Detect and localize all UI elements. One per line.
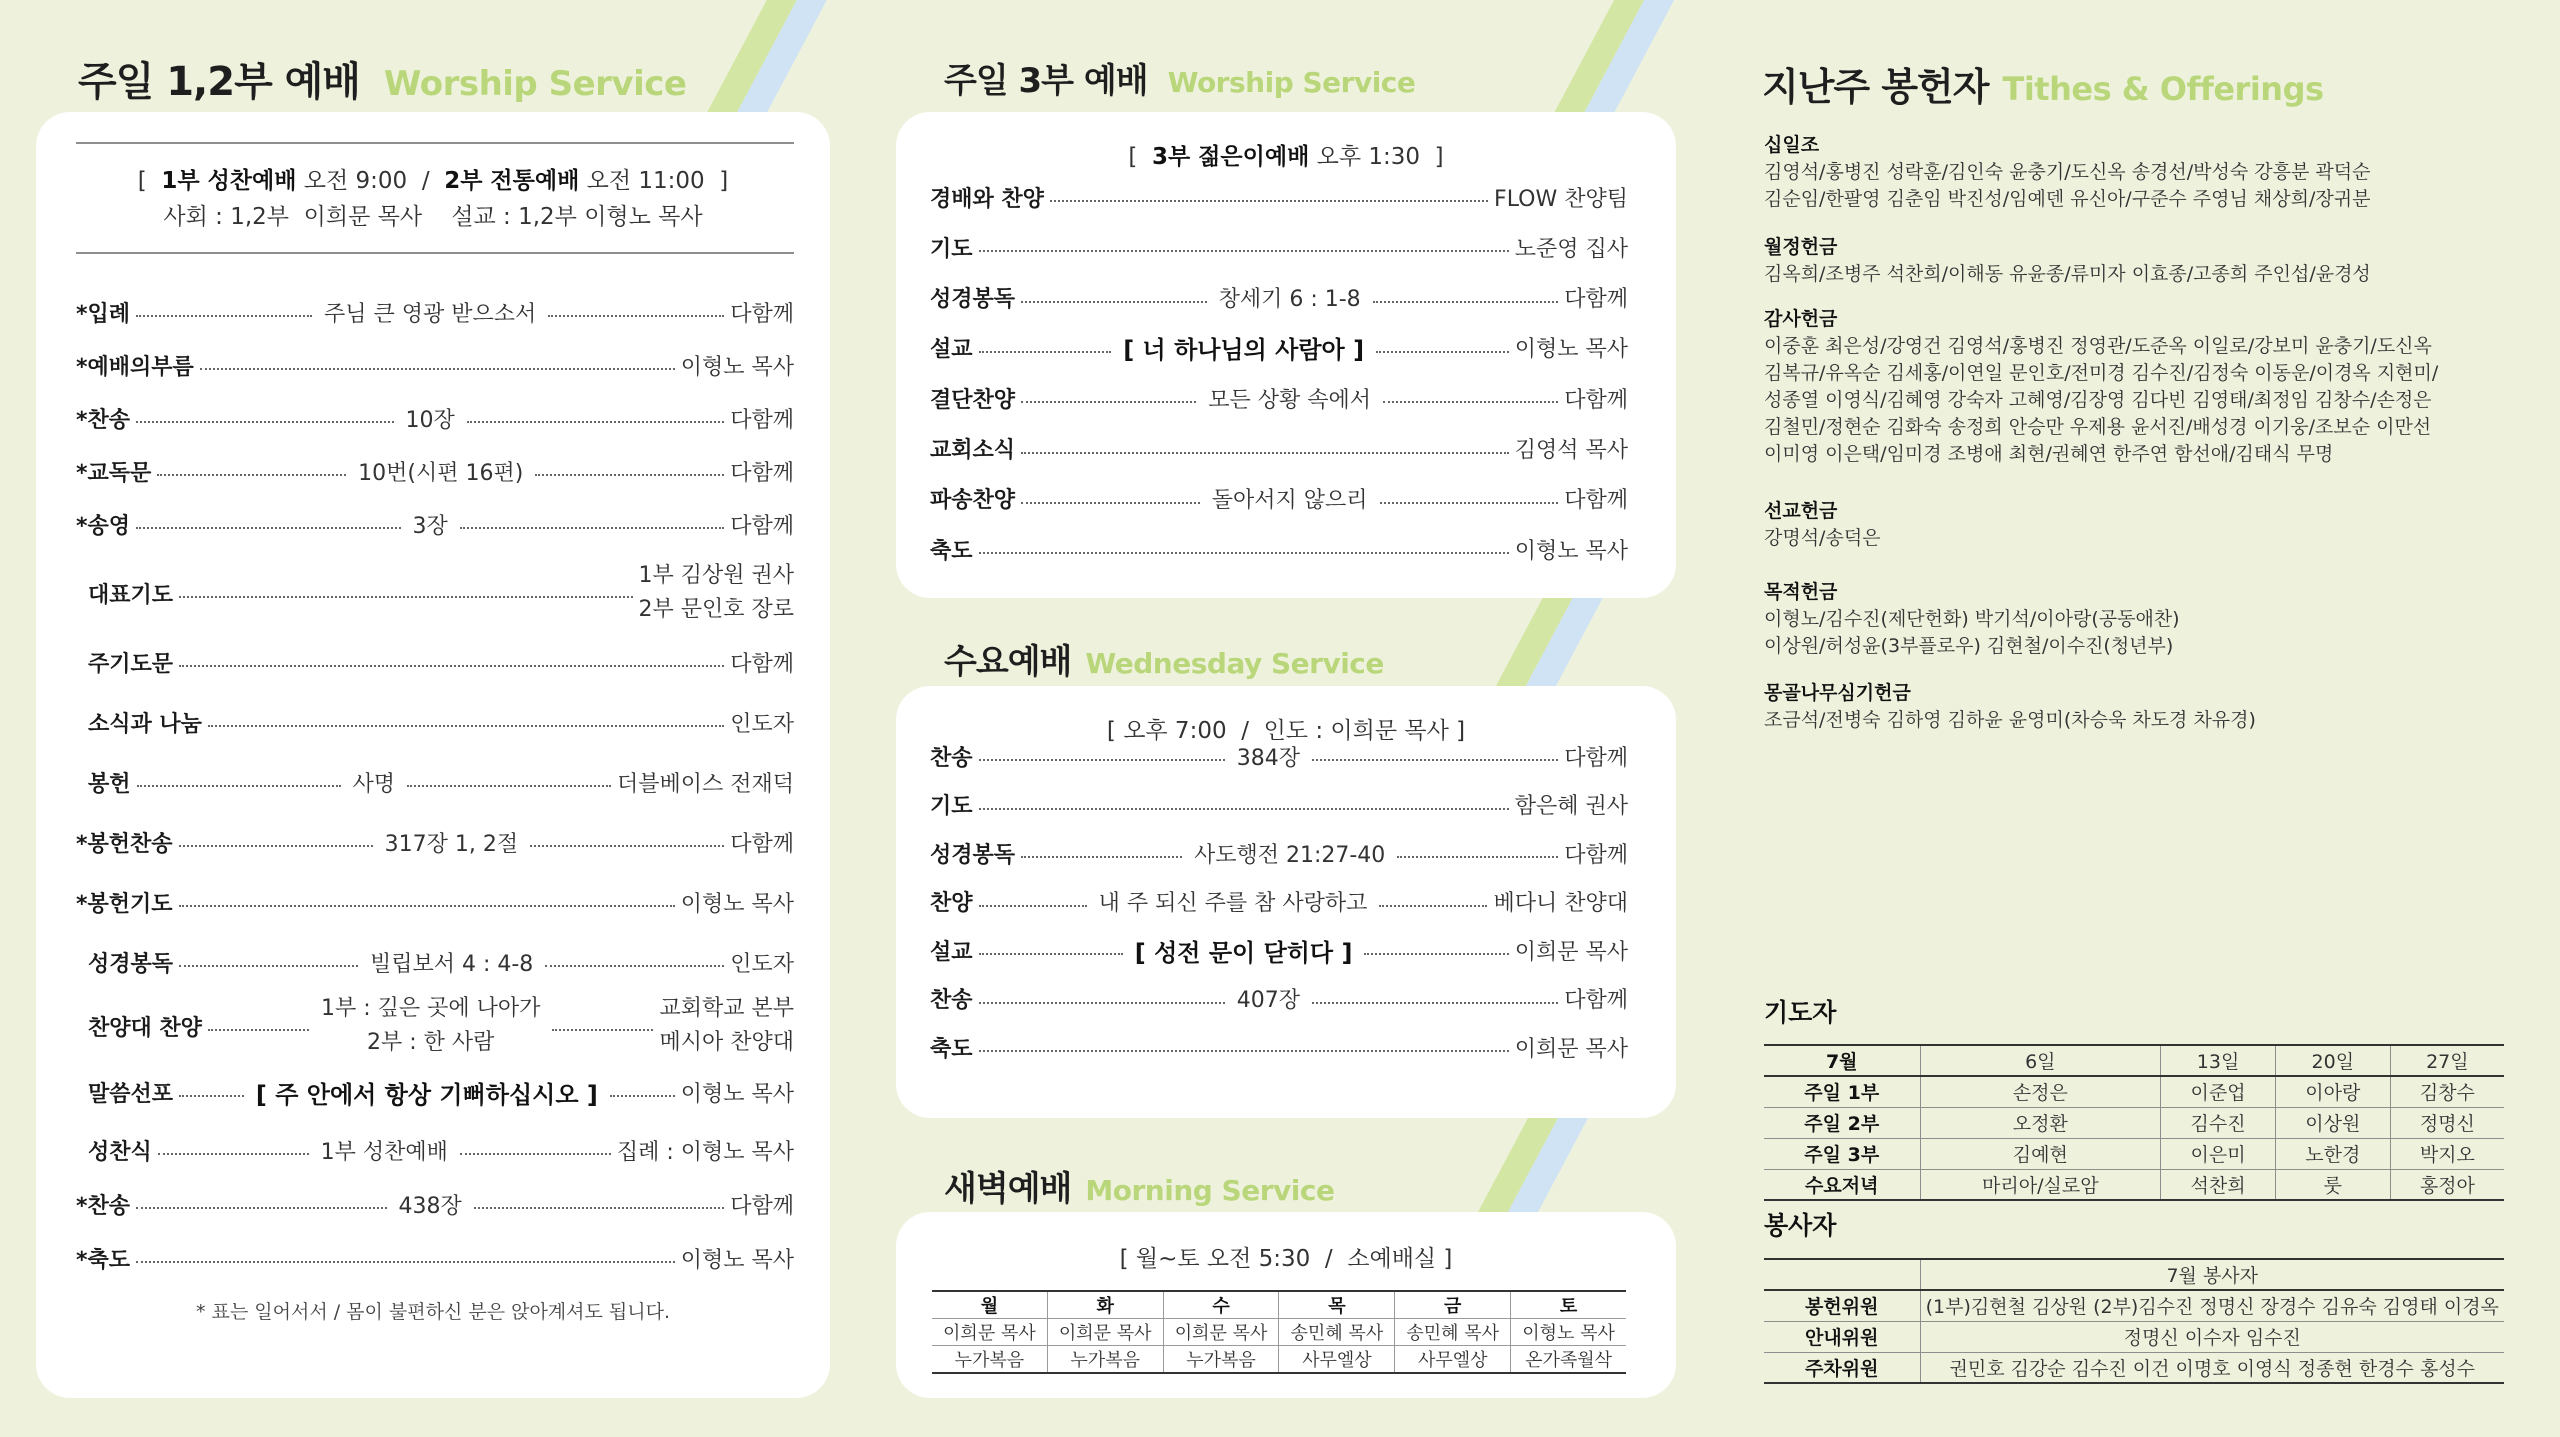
leader-dots <box>610 1095 675 1097</box>
servants-row <box>1764 1352 2504 1383</box>
order-item-leader: 함은혜 권사 <box>1514 794 1628 819</box>
order-item-label: 찬양 <box>930 891 973 916</box>
leader-dots <box>1380 502 1559 504</box>
offering-group-heading: 몽골나무심기헌금 <box>1764 682 1911 704</box>
leader-dots <box>179 596 632 598</box>
morning-text-cell: 누가복음 <box>1047 1346 1163 1374</box>
order-item-label: 대표기도 <box>88 582 174 608</box>
order-item-leader: 인도자 <box>730 711 794 737</box>
worship12-title-en: Worship Service <box>383 64 687 104</box>
order-item <box>896 979 1676 1019</box>
morning-header: [ 월~토 오전 5:30 / 소예배실 ] <box>1119 1246 1453 1272</box>
order-item-detail: 10번(시편 16편) <box>358 460 524 486</box>
leader-dots <box>179 905 675 907</box>
offering-group <box>1764 232 2504 288</box>
worship12-header-line1: [ 1부 성찬예배 오전 9:00 / 2부 전통예배 오전 11:00 ] <box>137 168 729 194</box>
prayer-row <box>1764 1138 2504 1169</box>
order-item-leader <box>639 559 795 627</box>
morning-day-cell: 금 <box>1395 1291 1511 1319</box>
leader-dots <box>467 421 724 423</box>
servants-col-title: 7월 봉사자 <box>1920 1259 2504 1290</box>
order-item-leader: 다함께 <box>1564 745 1628 771</box>
leader-dots <box>979 250 1509 252</box>
order-item-label: 주기도문 <box>88 651 174 677</box>
morning-day-cell: 토 <box>1511 1291 1626 1319</box>
leader-dots <box>1373 301 1559 303</box>
prayer-cell: 룻 <box>2275 1169 2390 1200</box>
offering-group <box>1764 304 2504 468</box>
order-item <box>36 451 830 491</box>
order-item-leader: 다함께 <box>1564 387 1629 413</box>
order-item-leader: 다함께 <box>730 831 795 857</box>
offering-group <box>1764 130 2504 213</box>
leader-dots <box>979 953 1123 955</box>
prayer-date-cell: 13일 <box>2161 1045 2276 1076</box>
order-item-leader: 김영석 목사 <box>1514 438 1628 463</box>
leader-dots <box>548 315 724 317</box>
servants-row <box>1764 1321 2504 1352</box>
leader-dots <box>157 474 346 476</box>
order-item <box>896 785 1676 825</box>
order-item-leader: 베다니 찬양대 <box>1493 891 1628 916</box>
order-item <box>896 278 1676 318</box>
prayer-heading: 기도자 <box>1764 998 1837 1027</box>
order-item-detail: 사명 <box>352 771 396 797</box>
prayer-cell: 김창수 <box>2390 1076 2504 1107</box>
order-item-label: 축도 <box>930 1036 973 1062</box>
order-item-label: 교회소식 <box>930 438 1016 463</box>
morning-leader-cell: 송민혜 목사 <box>1279 1319 1395 1346</box>
order-item-leader: 이형노 목사 <box>1514 538 1628 564</box>
offering-group-names: 성종열 이영식/김혜영 강숙자 고혜영/김장영 김다빈 김영태/최정임 김창수/손정은 <box>1764 389 2432 411</box>
prayer-row <box>1764 1169 2504 1200</box>
order-item-detail: [ 주 안에서 항상 기뻐하십시오 ] <box>255 1080 598 1109</box>
order-item-detail: 438장 <box>398 1193 462 1219</box>
leader-dots <box>1383 401 1558 403</box>
divider <box>76 142 794 144</box>
order-item <box>36 992 830 1060</box>
morning-leader-cell: 이희문 목사 <box>932 1319 1047 1346</box>
order-item-label: 성경봉독 <box>930 287 1016 313</box>
servants-heading: 봉사자 <box>1764 1211 1837 1240</box>
leader-dots <box>407 785 611 787</box>
prayer-cell: 노한경 <box>2275 1138 2390 1169</box>
offerings-title <box>1762 56 2324 111</box>
morning-days-row <box>932 1291 1626 1319</box>
order-item <box>896 328 1676 368</box>
leader-dots <box>979 1050 1509 1052</box>
order-item-leader-line2: 메시아 찬양대 <box>659 1030 794 1055</box>
servants-row-label: 봉헌위원 <box>1764 1290 1920 1321</box>
offering-group <box>1764 678 2504 734</box>
morning-day-cell: 월 <box>932 1291 1047 1319</box>
prayer-month-cell: 7월 <box>1764 1045 1920 1076</box>
order-item-leader: 이형노 목사 <box>680 354 794 380</box>
order-item-leader-line2: 2부 문인호 장로 <box>638 597 794 622</box>
prayer-cell: 김수진 <box>2161 1107 2276 1138</box>
order-item-detail: 모든 상황 속에서 <box>1208 387 1372 413</box>
morning-text-cell: 누가복음 <box>1163 1346 1279 1374</box>
prayer-header-row <box>1764 1045 2504 1076</box>
order-item-label: *봉헌기도 <box>76 891 173 917</box>
leader-dots <box>979 552 1509 554</box>
offering-group-heading: 월정헌금 <box>1764 236 1838 258</box>
wednesday-title-ko: 수요예배 <box>944 642 1072 682</box>
offerings-title-en: Tithes & Offerings <box>2002 70 2324 108</box>
leader-dots <box>979 351 1112 353</box>
order-item-leader: 다함께 <box>1564 842 1628 868</box>
prayer-cell: 이상원 <box>2275 1107 2390 1138</box>
prayer-date-cell: 20일 <box>2275 1045 2390 1076</box>
offering-group-heading: 감사헌금 <box>1764 308 1838 330</box>
order-item-leader: 이희문 목사 <box>1514 939 1628 965</box>
order-item <box>36 882 830 922</box>
leader-dots <box>179 665 724 667</box>
order-item-detail: 창세기 6 : 1-8 <box>1218 287 1361 313</box>
morning-leader-cell: 이희문 목사 <box>1047 1319 1163 1346</box>
order-item-label: *예배의부름 <box>76 354 194 380</box>
leader-dots <box>530 845 724 847</box>
worship3-title-ko: 주일 3부 예배 <box>944 61 1148 101</box>
offering-group-names: 김철민/정현순 김화숙 송정희 안승만 우제용 윤서진/배성경 이기웅/조보순 이만선 <box>1764 416 2432 438</box>
order-item <box>36 1238 830 1278</box>
order-item <box>896 227 1676 267</box>
order-item-detail <box>315 992 546 1060</box>
order-item-label: 소식과 나눔 <box>88 711 202 737</box>
morning-title-ko: 새벽예배 <box>944 1169 1072 1209</box>
wednesday-title <box>944 634 1384 683</box>
order-item <box>36 345 830 385</box>
leader-dots <box>179 965 358 967</box>
leader-dots <box>474 1207 724 1209</box>
order-item <box>36 702 830 742</box>
worship3-title <box>944 53 1415 102</box>
leader-dots <box>535 474 724 476</box>
offering-group-heading: 선교헌금 <box>1764 500 1838 522</box>
servants-row-label: 주차위원 <box>1764 1352 1920 1383</box>
prayer-row-label: 주일 2부 <box>1764 1107 1920 1138</box>
order-item-leader-line1: 1부 김상원 권사 <box>638 563 794 588</box>
order-item <box>896 429 1676 469</box>
leader-dots <box>1379 905 1487 907</box>
order-item-label: 파송찬양 <box>930 488 1016 514</box>
leader-dots <box>552 1029 653 1031</box>
leader-dots <box>979 759 1225 761</box>
order-item-label: 설교 <box>930 939 973 965</box>
worship12-card <box>36 112 830 1398</box>
offering-group-names: 이상원/허성윤(3부플로우) 김현철/이수진(청년부) <box>1764 635 2174 657</box>
order-item-leader: 다함께 <box>1564 988 1628 1013</box>
servants-row-value: 권민호 김강순 김수진 이건 이명호 이영식 정종현 한경수 홍성수 <box>1920 1352 2504 1383</box>
offering-group-names: 김영석/홍병진 성락훈/김인숙 윤충기/도신옥 송경선/박성숙 강흥분 곽덕순 <box>1764 161 2371 183</box>
offering-group-names: 김복규/유옥순 김세홍/이연일 문인호/전미경 김수진/김정숙 이동운/이경옥 지현미/ <box>1764 362 2439 384</box>
order-item <box>896 177 1676 217</box>
prayer-cell: 이은미 <box>2161 1138 2276 1169</box>
leader-dots <box>136 315 312 317</box>
order-item-label: 기도 <box>930 236 973 262</box>
prayer-cell: 김예현 <box>1920 1138 2161 1169</box>
order-item <box>896 378 1676 418</box>
servants-header-row <box>1764 1259 2504 1290</box>
order-item <box>896 833 1676 873</box>
servants-row-value: (1부)김현철 김상원 (2부)김수진 정명신 장경수 김유숙 김영태 이경옥 <box>1920 1290 2504 1321</box>
order-item-leader: 인도자 <box>730 951 794 977</box>
leader-dots <box>545 965 724 967</box>
order-item-detail: 사도행전 21:27-40 <box>1193 842 1386 868</box>
prayer-date-cell: 27일 <box>2390 1045 2504 1076</box>
leader-dots <box>136 527 400 529</box>
servants-row <box>1764 1290 2504 1321</box>
order-item-label: 설교 <box>930 337 973 363</box>
order-item <box>36 642 830 682</box>
order-item-label: 경배와 찬양 <box>930 186 1044 212</box>
order-item-label: *찬송 <box>76 1193 131 1219</box>
leader-dots <box>979 905 1087 907</box>
leader-dots <box>137 785 341 787</box>
leader-dots <box>179 1095 244 1097</box>
leader-dots <box>1021 856 1182 858</box>
morning-leaders-row <box>932 1319 1626 1346</box>
order-item-detail-line1: 1부 : 깊은 곳에 나아가 <box>321 996 541 1021</box>
order-item-detail: [ 성전 문이 닫히다 ] <box>1134 938 1353 967</box>
offering-group <box>1764 496 2504 552</box>
offering-group-names: 이형노/김수진(제단헌화) 박기석/이아랑(공동애찬) <box>1764 608 2180 630</box>
morning-day-cell: 화 <box>1047 1291 1163 1319</box>
order-item-leader-line1: 교회학교 본부 <box>659 996 794 1021</box>
order-item-leader: 다함께 <box>730 460 794 486</box>
order-item-leader: 다함께 <box>1564 287 1629 313</box>
morning-texts-row <box>932 1346 1626 1374</box>
order-item <box>896 882 1676 922</box>
order-item-leader: 이형노 목사 <box>680 1081 794 1107</box>
order-item <box>36 398 830 438</box>
leader-dots <box>1021 502 1200 504</box>
order-item <box>896 930 1676 970</box>
prayer-cell: 이준업 <box>2161 1076 2276 1107</box>
leader-dots <box>136 1207 386 1209</box>
worship3-header: [ 3부 젊은이예배 오후 1:30 ] <box>1128 144 1444 170</box>
order-item-detail: 407장 <box>1236 988 1300 1013</box>
morning-leader-cell: 이희문 목사 <box>1163 1319 1279 1346</box>
leader-dots <box>200 368 675 370</box>
order-item-label: *찬송 <box>76 407 131 433</box>
order-item <box>36 559 830 627</box>
leader-dots <box>1312 1002 1558 1004</box>
wednesday-title-en: Wednesday Service <box>1085 647 1384 680</box>
morning-day-cell: 수 <box>1163 1291 1279 1319</box>
prayer-cell: 오정환 <box>1920 1107 2161 1138</box>
prayer-row-label: 수요저녁 <box>1764 1169 1920 1200</box>
order-item <box>36 292 830 332</box>
order-item <box>896 529 1676 569</box>
order-item-label: 봉헌 <box>88 771 131 797</box>
order-item-detail: 1부 성찬예배 <box>320 1139 448 1165</box>
prayer-cell: 박지오 <box>2390 1138 2504 1169</box>
order-item <box>36 822 830 862</box>
order-item <box>896 1027 1676 1067</box>
order-item-detail: 돌아서지 않으리 <box>1211 488 1368 514</box>
leader-dots <box>1021 301 1207 303</box>
worship3-card <box>896 112 1676 598</box>
leader-dots <box>460 1153 611 1155</box>
leader-dots <box>1376 351 1509 353</box>
order-item-leader <box>659 992 794 1060</box>
prayer-row-label: 주일 3부 <box>1764 1138 1920 1169</box>
offering-group-names: 강명석/송덕은 <box>1764 527 1881 549</box>
prayer-row <box>1764 1107 2504 1138</box>
prayer-date-cell: 6일 <box>1920 1045 2161 1076</box>
order-item-leader: 다함께 <box>1564 488 1629 514</box>
morning-text-cell: 사무엘상 <box>1395 1346 1511 1374</box>
order-item-detail: 내 주 되신 주를 참 사랑하고 <box>1098 891 1368 916</box>
prayer-cell: 정명신 <box>2390 1107 2504 1138</box>
order-item-label: 말씀선포 <box>88 1081 174 1107</box>
morning-title <box>944 1161 1334 1210</box>
prayer-cell: 이아랑 <box>2275 1076 2390 1107</box>
offering-group-names: 이미영 이은택/임미경 조병애 최현/권혜연 한주연 함선애/김태식 무명 <box>1764 443 2334 465</box>
offering-group <box>1764 577 2504 660</box>
order-item <box>36 1072 830 1112</box>
worship12-note: * 표는 일어서서 / 몸이 불편하신 분은 앉아계셔도 됩니다. <box>195 1301 671 1323</box>
servants-corner-cell <box>1764 1259 1920 1290</box>
prayer-cell: 홍정아 <box>2390 1169 2504 1200</box>
offering-group-heading: 목적헌금 <box>1764 581 1838 603</box>
servants-table <box>1764 1258 2504 1384</box>
order-item-label: *입례 <box>76 301 131 327</box>
leader-dots <box>1397 856 1558 858</box>
order-item-leader: 이형노 목사 <box>680 891 794 917</box>
order-item-leader: FLOW 찬양팀 <box>1494 186 1628 212</box>
prayer-cell: 마리아/실로암 <box>1920 1169 2161 1200</box>
offering-group-names: 이중훈 최은성/강영건 김영석/홍병진 정영관/도준옥 이일로/강보미 윤충기/도신옥 <box>1764 335 2432 357</box>
order-item-label: 결단찬양 <box>930 387 1016 413</box>
leader-dots <box>1021 401 1196 403</box>
order-item-leader: 다함께 <box>730 651 794 677</box>
morning-day-cell: 목 <box>1279 1291 1395 1319</box>
morning-schedule-table <box>932 1290 1626 1374</box>
divider <box>76 252 794 254</box>
order-item <box>36 762 830 802</box>
leader-dots <box>208 1029 309 1031</box>
leader-dots <box>979 1002 1225 1004</box>
morning-text-cell: 온가족월삭 <box>1511 1346 1626 1374</box>
order-item <box>36 1130 830 1170</box>
worship12-header-line2: 사회 : 1,2부 이희문 목사 설교 : 1,2부 이형노 목사 <box>163 204 703 230</box>
leader-dots <box>1364 953 1508 955</box>
order-item-leader: 이형노 목사 <box>680 1247 794 1273</box>
order-item-label: *송영 <box>76 513 131 539</box>
prayer-cell: 손정은 <box>1920 1076 2161 1107</box>
leader-dots <box>460 527 724 529</box>
worship12-title-ko: 주일 1,2부 예배 <box>78 59 360 105</box>
order-item-label: *교독문 <box>76 460 152 486</box>
order-item-label: 찬송 <box>930 988 973 1013</box>
worship3-title-en: Worship Service <box>1167 66 1416 99</box>
order-item-leader: 이희문 목사 <box>1514 1036 1628 1062</box>
morning-text-cell: 사무엘상 <box>1279 1346 1395 1374</box>
order-item-leader: 노준영 집사 <box>1514 236 1628 262</box>
wednesday-card <box>896 686 1676 1118</box>
worship12-title <box>78 50 686 107</box>
order-item-label: 축도 <box>930 538 973 564</box>
order-item-label: 찬송 <box>930 745 973 771</box>
leader-dots <box>1050 200 1488 202</box>
leader-dots <box>979 808 1509 810</box>
prayer-table <box>1764 1044 2504 1201</box>
order-item-detail: 주님 큰 영광 받으소서 <box>324 301 537 327</box>
order-item-label: 성찬식 <box>88 1139 152 1165</box>
leader-dots <box>1312 759 1558 761</box>
order-item-label: 성경봉독 <box>930 842 1016 868</box>
order-item <box>896 479 1676 519</box>
order-item-leader: 다함께 <box>730 513 794 539</box>
order-item-label: *봉헌찬송 <box>76 831 173 857</box>
order-item-leader: 다함께 <box>730 407 794 433</box>
morning-leader-cell: 송민혜 목사 <box>1395 1319 1511 1346</box>
order-item <box>896 736 1676 776</box>
leader-dots <box>1021 452 1509 454</box>
order-item-detail: 빌립보서 4 : 4-8 <box>369 951 534 977</box>
offerings-title-ko: 지난주 봉헌자 <box>1762 65 1989 109</box>
offering-group-names: 김옥희/조병주 석찬희/이해동 유윤종/류미자 이효종/고종희 주인섭/윤경성 <box>1764 263 2371 285</box>
order-item-detail: 317장 1, 2절 <box>384 831 519 857</box>
morning-leader-cell: 이형노 목사 <box>1511 1319 1626 1346</box>
morning-text-cell: 누가복음 <box>932 1346 1047 1374</box>
offering-group-names: 조금석/전병숙 김하영 김하윤 윤영미(차승욱 차도경 차유경) <box>1764 709 2256 731</box>
order-item-leader: 다함께 <box>730 1193 794 1219</box>
order-item <box>36 942 830 982</box>
morning-title-en: Morning Service <box>1085 1174 1335 1207</box>
prayer-row <box>1764 1076 2504 1107</box>
order-item-detail-line2: 2부 : 한 사람 <box>367 1030 495 1055</box>
order-item-leader: 이형노 목사 <box>1514 337 1628 363</box>
order-item <box>36 1184 830 1224</box>
order-item-leader: 더블베이스 전재덕 <box>617 771 795 797</box>
order-item-detail: [ 너 하나님의 사람아 ] <box>1123 336 1365 365</box>
leader-dots <box>136 421 393 423</box>
prayer-cell: 석찬희 <box>2161 1169 2276 1200</box>
order-item-leader: 집례 : 이형노 목사 <box>616 1139 794 1165</box>
order-item-detail: 3장 <box>412 513 448 539</box>
leader-dots <box>179 845 373 847</box>
order-item-label: 성경봉독 <box>88 951 174 977</box>
leader-dots <box>208 725 724 727</box>
order-item-label: 기도 <box>930 794 973 819</box>
wednesday-header: [ 오후 7:00 / 인도 : 이희문 목사 ] <box>1106 718 1466 744</box>
offering-group-names: 김순임/한팔영 김춘임 박진성/임예덴 유신아/구준수 주영님 채상희/장귀분 <box>1764 188 2371 210</box>
leader-dots <box>136 1261 675 1263</box>
morning-card <box>896 1212 1676 1398</box>
leader-dots <box>158 1153 309 1155</box>
order-item-detail: 384장 <box>1236 745 1300 771</box>
servants-row-label: 안내위원 <box>1764 1321 1920 1352</box>
servants-row-value: 정명신 이수자 임수진 <box>1920 1321 2504 1352</box>
order-item-label: *축도 <box>76 1247 131 1273</box>
order-item-detail: 10장 <box>405 407 455 433</box>
prayer-row-label: 주일 1부 <box>1764 1076 1920 1107</box>
order-item-label: 찬양대 찬양 <box>88 1015 202 1041</box>
offering-group-heading: 십일조 <box>1764 134 1820 156</box>
order-item-leader: 다함께 <box>730 301 794 327</box>
order-item <box>36 504 830 544</box>
